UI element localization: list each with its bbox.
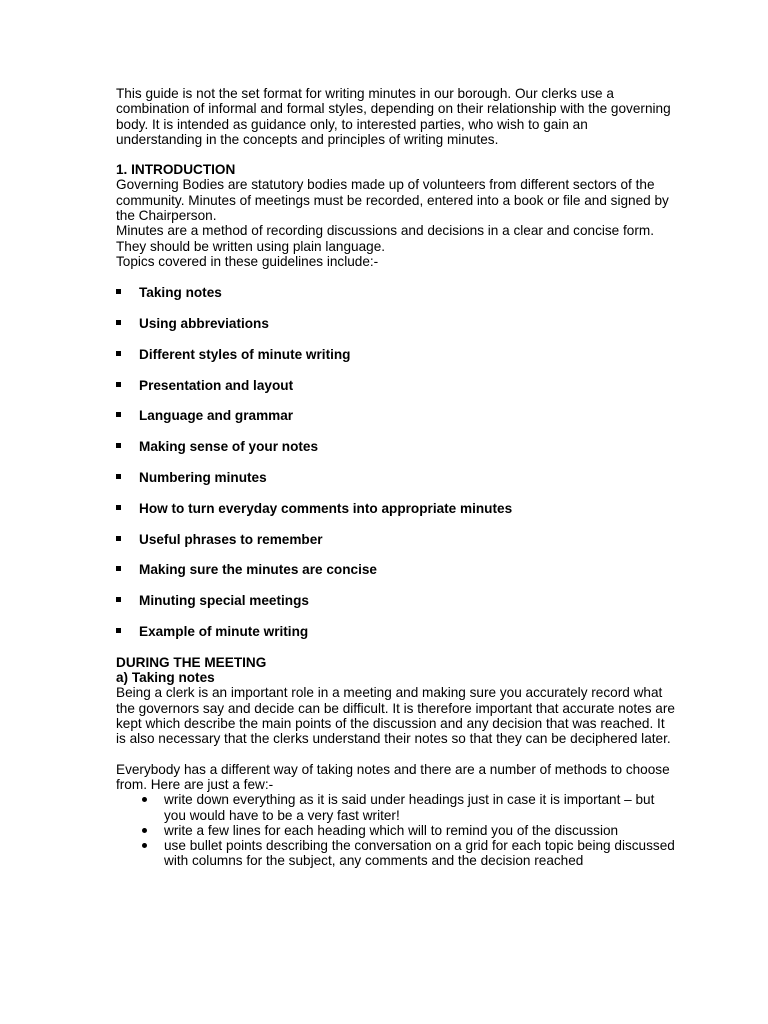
list-item [116, 624, 676, 639]
list-item [116, 439, 676, 454]
list-item [116, 408, 676, 423]
introduction-paragraph-3: Topics covered in these guidelines include:- [116, 253, 379, 269]
topic-label: Presentation and layout [139, 377, 294, 393]
taking-notes-paragraph-1: Being a clerk is an important role in a meeting and making sure you accurately record what the governors say and decide can be difficult. It is therefore important that accurate notes are kept which describe the main points of the discussion and any decision that was reached. It is also necessary that the clerks understand their notes so that they can be deciphered later. [116, 685, 675, 747]
round-bullet-icon [142, 797, 147, 802]
document-page [116, 86, 676, 869]
spacer [116, 147, 676, 162]
list-item [116, 792, 676, 823]
method-text: use bullet points describing the conversation on a grid for each topic being discussed with columns for the subject, any comments and the decision reached [164, 838, 675, 869]
taking-notes-paragraph-2: Everybody has a different way of taking notes and there are a number of methods to choose from. Here are just a few:- [116, 761, 670, 792]
list-item [116, 316, 676, 331]
list-item [116, 823, 676, 838]
list-item [116, 562, 676, 577]
square-bullet-icon [116, 536, 121, 541]
square-bullet-icon [116, 628, 121, 633]
square-bullet-icon [116, 566, 121, 571]
spacer [116, 747, 676, 762]
list-item [116, 470, 676, 485]
topic-label: Making sure the minutes are concise [139, 562, 377, 578]
square-bullet-icon [116, 320, 121, 325]
topic-label: How to turn everyday comments into appropriate minutes [139, 500, 513, 516]
topic-label: Minuting special meetings [139, 593, 309, 609]
square-bullet-icon [116, 289, 121, 294]
list-item [116, 593, 676, 608]
square-bullet-icon [116, 443, 121, 448]
introduction-paragraph-1: Governing Bodies are statutory bodies made up of volunteers from different sectors of the community. Minutes of meetings must be recorded, entered into a book or file and signed by the Chairperson. [116, 177, 669, 224]
list-item [116, 285, 676, 300]
intro-paragraph: This guide is not the set format for writing minutes in our borough. Our clerks use a combination of informal and formal styles, depending on their relationship with the governing body. It is intended as guidance only, to interested parties, who wish to gain an understanding in the concepts and principles of writing minutes. [116, 86, 671, 147]
list-item [116, 532, 676, 547]
square-bullet-icon [116, 474, 121, 479]
topics-list [116, 285, 676, 639]
list-item [116, 501, 676, 516]
section-heading-during-meeting: DURING THE MEETING [116, 654, 267, 670]
list-item [116, 347, 676, 362]
method-text: write a few lines for each heading which will to remind you of the discussion [164, 822, 619, 838]
topic-label: Making sense of your notes [139, 439, 319, 455]
introduction-paragraph-2: Minutes are a method of recording discussions and decisions in a clear and concise form. They should be written using plain language. [116, 223, 654, 254]
topic-label: Taking notes [139, 285, 222, 301]
square-bullet-icon [116, 412, 121, 417]
square-bullet-icon [116, 505, 121, 510]
topic-label: Language and grammar [139, 408, 294, 424]
square-bullet-icon [116, 382, 121, 387]
subheading-taking-notes: a) Taking notes [116, 670, 215, 686]
topic-label: Different styles of minute writing [139, 346, 351, 362]
topic-label: Using abbreviations [139, 316, 269, 332]
method-text: write down everything as it is said under headings just in case it is important – but you would have to be a very fast writer! [164, 792, 655, 823]
section-heading-introduction: 1. INTRODUCTION [116, 162, 236, 178]
list-item [116, 838, 676, 869]
square-bullet-icon [116, 597, 121, 602]
topic-label: Useful phrases to remember [139, 531, 323, 547]
topic-label: Numbering minutes [139, 470, 267, 486]
square-bullet-icon [116, 351, 121, 356]
round-bullet-icon [142, 843, 147, 848]
round-bullet-icon [142, 828, 147, 833]
methods-list [116, 792, 676, 868]
list-item [116, 378, 676, 393]
topic-label: Example of minute writing [139, 624, 309, 640]
